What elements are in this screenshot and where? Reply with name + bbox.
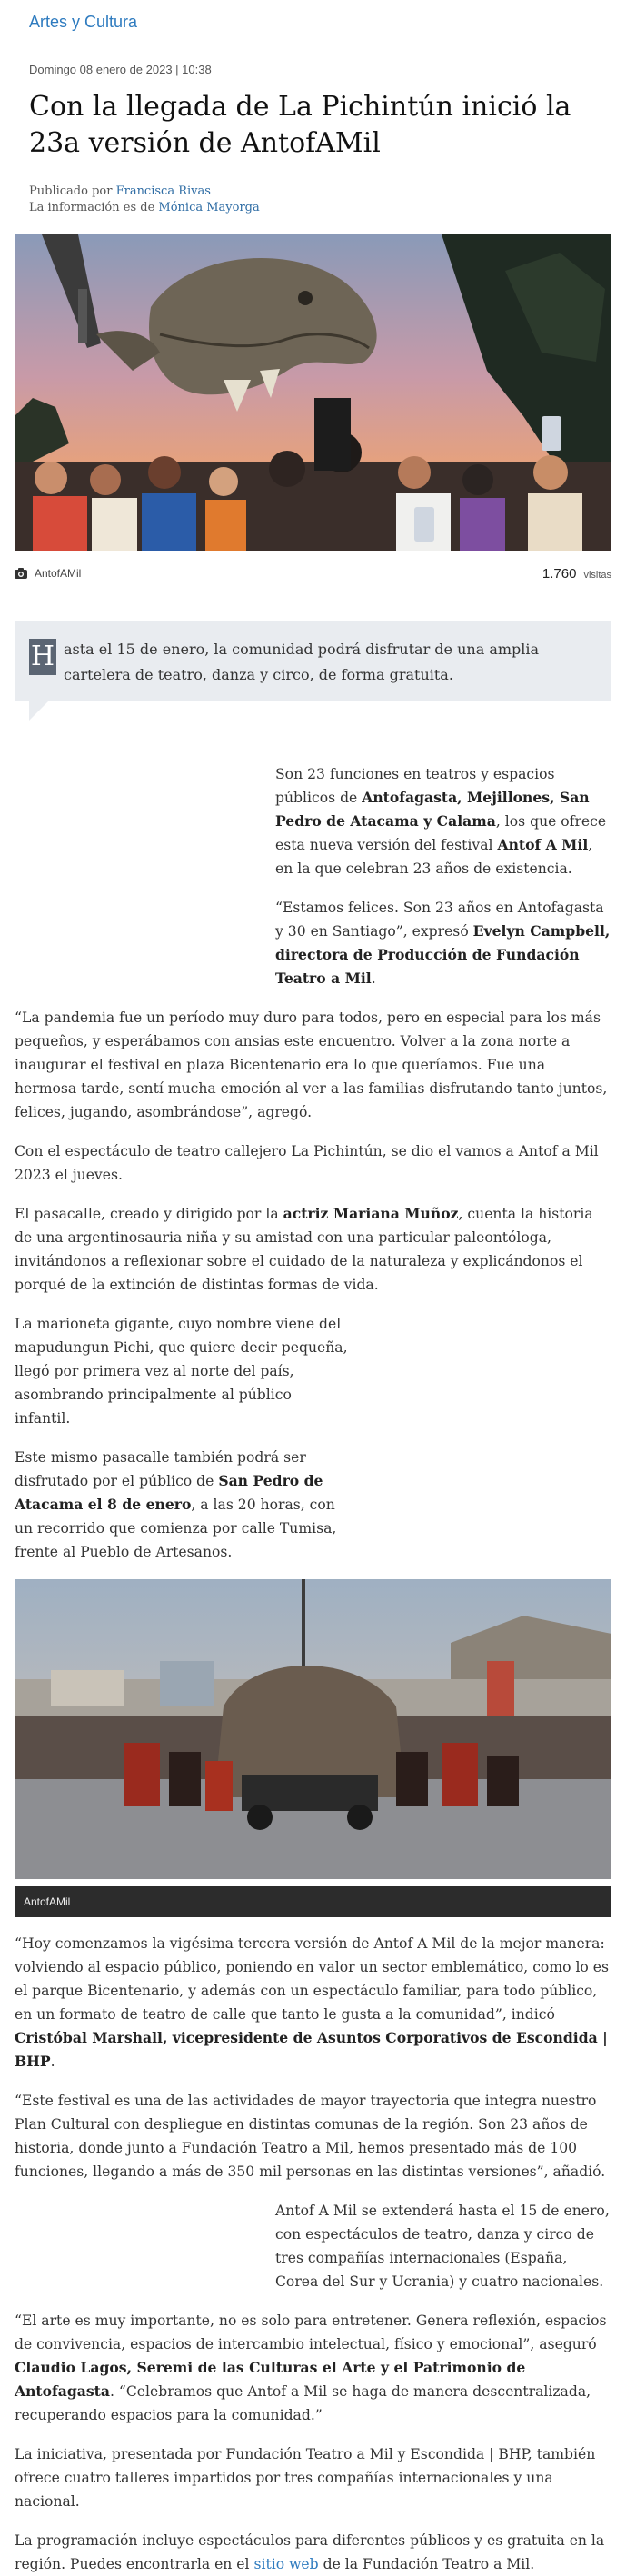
bylines: [29, 184, 597, 216]
paragraph: Este mismo pasacalle también podrá ser disfrutado por el público de San Pedro de Atacama el 8 de enero, a las 20 horas, con un recorrido que comienza por calle Tumisa, frente al Pueblo de Artesanos.: [15, 1449, 337, 1560]
article-title: Con la llegada de La Pichintún inició la 23a versión de AntofAMil: [29, 91, 571, 159]
article-body: [0, 762, 626, 2576]
source-link[interactable]: Mónica Mayorga: [158, 201, 260, 214]
inline-photo[interactable]: [15, 1579, 611, 1917]
paragraph: Son 23 funciones en teatros y espacios públicos de Antofagasta, Mejillones, San Pedro de Atacama y Calama, los que ofrece esta nueva versión del festival Antof A Mil, en la que celebran 23 años de existencia.: [275, 766, 607, 877]
paragraph: “Hoy comenzamos la vigésima tercera versión de Antof A Mil de la mejor manera: volviendo al espacio público, poniendo en valor un sector emblemático, como lo es el parque Bicentenario, y además con un espectáculo familiar, para todo público, en un formato de teatro de calle que tanto le gusta a la comunidad”, indicó Cristóbal Marshall, vicepresidente de Asuntos Corporativos de Escondida | BHP.: [15, 1935, 610, 2070]
hero-image[interactable]: [15, 234, 611, 551]
section-link[interactable]: Artes y Cultura: [29, 13, 138, 31]
paragraph: Con el espectáculo de teatro callejero La Pichintún, se dio el vamos a Antof a Mil 2023 el jueves.: [15, 1143, 599, 1183]
views-count: 1.760: [542, 565, 577, 582]
views-counter: [542, 566, 611, 582]
paragraph: La marioneta gigante, cuyo nombre viene del mapudungun Pichi, que quiere decir pequeña, llegó por primera vez al norte del país, asombrando principalmente al público infantil.: [15, 1316, 348, 1427]
paragraph: La iniciativa, presentada por Fundación Teatro a Mil y Escondida | BHP, también ofrece cuatro talleres impartidos por tres compañías internacionales y una nacional.: [15, 2446, 596, 2510]
info-prefix: La información es de: [29, 201, 155, 214]
section-bar: [0, 0, 626, 45]
paragraph: La programación incluye espectáculos para diferentes públicos y es gratuita en la región. Puedes encontrarla en el sitio web de la Fundación Teatro a Mil.: [15, 2532, 605, 2572]
camera-icon: [15, 568, 27, 579]
hero-photo-dinosaur-puppet: [15, 234, 611, 551]
hero-credit-text: AntofAMil: [35, 567, 82, 580]
dropcap: H: [29, 639, 56, 675]
lead-text: asta el 15 de enero, la comunidad podrá disfrutar de una amplia cartelera de teatro, danza y circo, de forma gratuita.: [64, 641, 540, 683]
views-label: visitas: [583, 569, 611, 581]
paragraph: El pasacalle, creado y dirigido por la actriz Mariana Muñoz, cuenta la historia de una argentinosauria niña y su amistad con una particular paleontóloga, invitándonos a reflexionar sobre el cuidado de la naturaleza y explicándonos el porqué de la extinción de distintas formas de vida.: [15, 1205, 593, 1293]
hero-caption-row: [15, 551, 611, 596]
author-link[interactable]: Francisca Rivas: [115, 184, 211, 198]
author-line: [29, 184, 597, 200]
website-link[interactable]: sitio web: [253, 2556, 319, 2572]
published-prefix: Publicado por: [29, 184, 113, 198]
paragraph: “Este festival es una de las actividades de mayor trayectoria que integra nuestro Plan Cultural con despliegue en distintas comunas de la región. Son 23 años de historia, donde junto a Fundación Teatro a Mil, hemos presentado más de 100 funciones, llegando a más de 350 mil personas en las distintas versiones”, añadió.: [15, 2093, 606, 2180]
article-header: [0, 63, 626, 216]
paragraph: “Estamos felices. Son 23 años en Antofagasta y 30 en Santiago”, expresó Evelyn Campbell, directora de Producción de Fundación Teatro a Mil.: [275, 900, 611, 987]
inline-photo-caption: AntofAMil: [15, 1886, 611, 1917]
paragraph: “La pandemia fue un período muy duro para todos, pero en especial para los más pequeños, y esperábamos con ansias este encuentro. Volver a la zona norte a inaugurar el festival en plaza Bicentenario era lo que queríamos. Fue una hermosa tarde, sentí mucha emoción al ver a las familias disfrutando tanto juntos, felices, jugando, asombrándose”, agregó.: [15, 1010, 608, 1120]
publish-date: Domingo 08 enero de 2023 | 10:38: [29, 63, 212, 76]
paragraph: Antof A Mil se extenderá hasta el 15 de enero, con espectáculos de teatro, danza y circo de tres compañías internacionales (España, Corea del Sur y Ucrania) y cuatro nacionales.: [275, 2203, 610, 2290]
inline-photo-parade: [15, 1579, 611, 1879]
hero-credit: [15, 567, 81, 580]
paragraph: “El arte es muy importante, no es solo para entretener. Genera reflexión, espacios de convivencia, espacios de intercambio intelectual, físico y emocional”, aseguró Claudio Lagos, Seremi de las Culturas el Arte y el Patrimonio de Antofagasta. “Celebramos que Antof a Mil se haga de manera descentralizada, recuperando espacios para la comunidad.”: [15, 2312, 607, 2423]
lead-summary: [15, 621, 611, 701]
source-line: [29, 200, 597, 216]
